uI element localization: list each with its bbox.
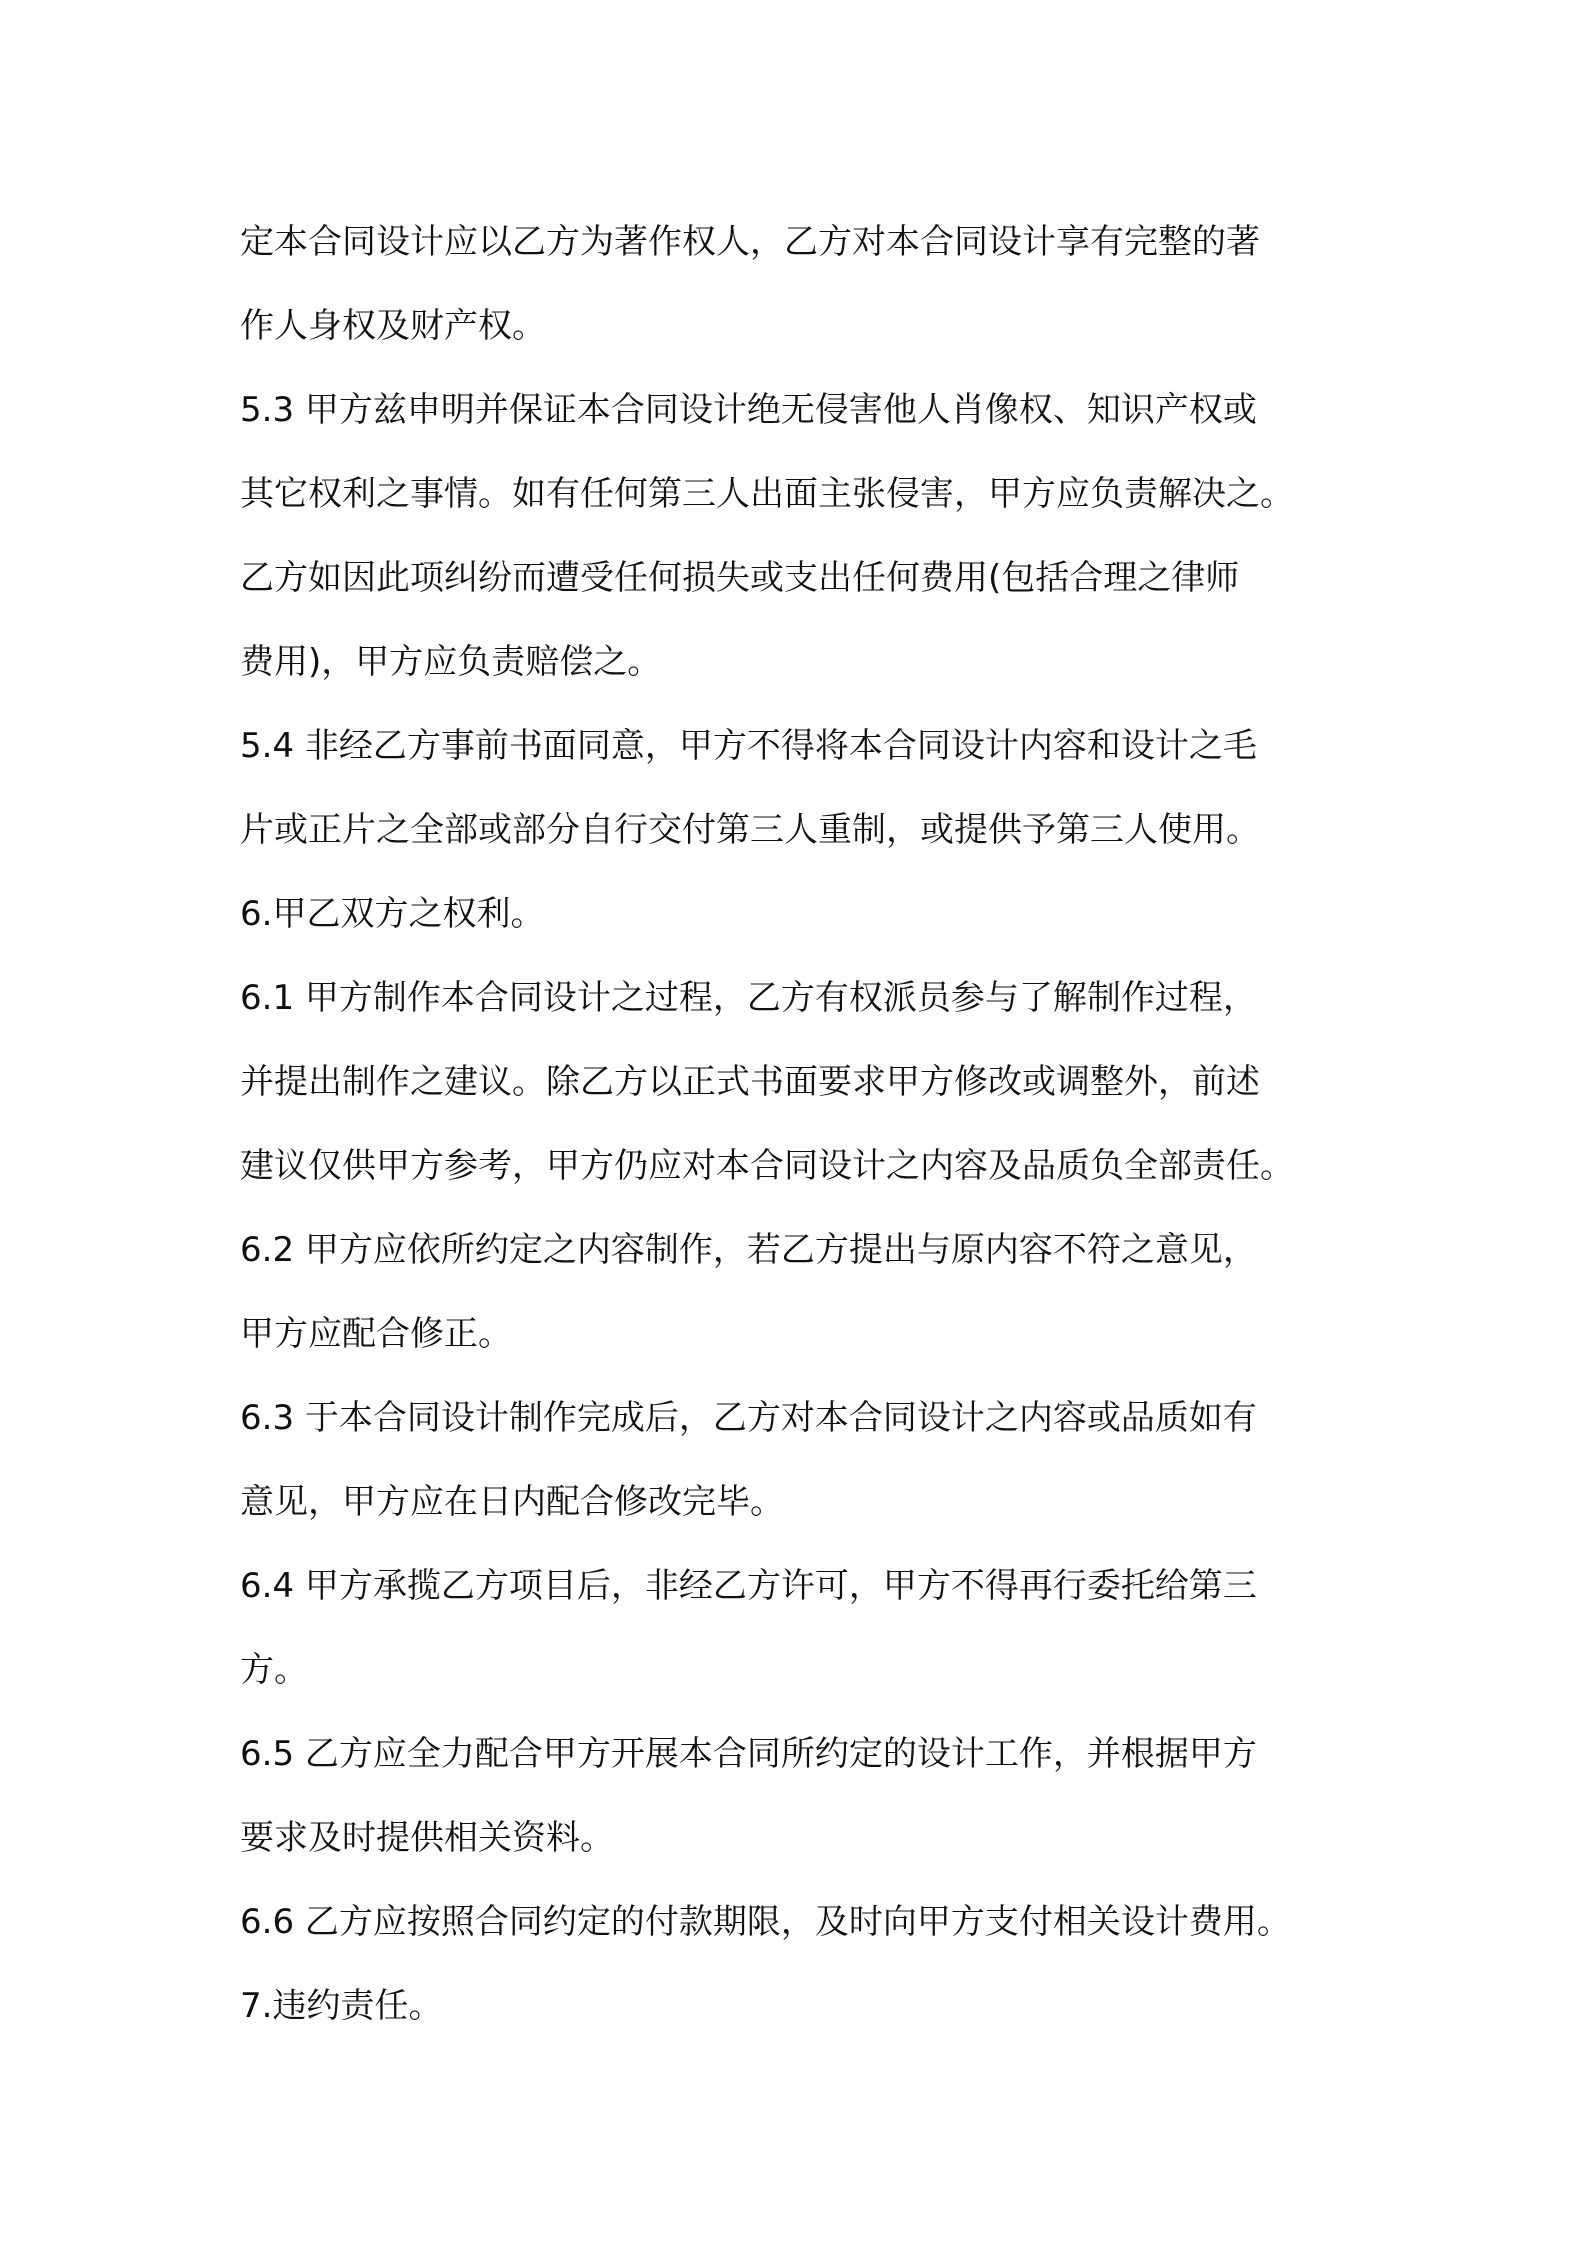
clause-6-5: 6.5 乙方应全力配合甲方开展本合同所约定的设计工作，并根据甲方 — [240, 1734, 1257, 1774]
clause-5-4: 5.4 非经乙方事前书面同意，甲方不得将本合同设计内容和设计之毛 — [240, 726, 1257, 766]
text-line: 要求及时提供相关资料。 — [240, 1818, 614, 1858]
section-7-heading: 7.违约责任。 — [240, 1986, 443, 2026]
text-line: 并提出制作之建议。除乙方以正式书面要求甲方修改或调整外，前述 — [240, 1062, 1260, 1102]
clause-6-1: 6.1 甲方制作本合同设计之过程，乙方有权派员参与了解制作过程， — [240, 978, 1257, 1018]
clause-6-4: 6.4 甲方承揽乙方项目后，非经乙方许可，甲方不得再行委托给第三 — [240, 1566, 1257, 1606]
text-line: 乙方如因此项纠纷而遭受任何损失或支出任何费用(包括合理之律师 — [240, 558, 1240, 598]
section-6-heading: 6.甲乙双方之权利。 — [240, 894, 545, 934]
text-line: 片或正片之全部或部分自行交付第三人重制，或提供予第三人使用。 — [240, 810, 1260, 850]
text-line: 作人身权及财产权。 — [240, 306, 546, 346]
text-line: 定本合同设计应以乙方为著作权人，乙方对本合同设计享有完整的著 — [240, 222, 1260, 262]
text-line: 费用)，甲方应负责赔偿之。 — [240, 642, 662, 682]
document-body — [240, 200, 1370, 2048]
clause-5-3: 5.3 甲方兹申明并保证本合同设计绝无侵害他人肖像权、知识产权或 — [240, 390, 1257, 430]
clause-6-6: 6.6 乙方应按照合同约定的付款期限，及时向甲方支付相关设计费用。 — [240, 1902, 1291, 1942]
clause-6-2: 6.2 甲方应依所约定之内容制作，若乙方提出与原内容不符之意见， — [240, 1230, 1257, 1270]
text-line: 甲方应配合修正。 — [240, 1314, 512, 1354]
text-line: 意见，甲方应在日内配合修改完毕。 — [240, 1482, 784, 1522]
text-line: 其它权利之事情。如有任何第三人出面主张侵害，甲方应负责解决之。 — [240, 474, 1294, 514]
text-line: 建议仅供甲方参考，甲方仍应对本合同设计之内容及品质负全部责任。 — [240, 1146, 1294, 1186]
text-line: 方。 — [240, 1650, 308, 1690]
clause-6-3: 6.3 于本合同设计制作完成后，乙方对本合同设计之内容或品质如有 — [240, 1398, 1257, 1438]
